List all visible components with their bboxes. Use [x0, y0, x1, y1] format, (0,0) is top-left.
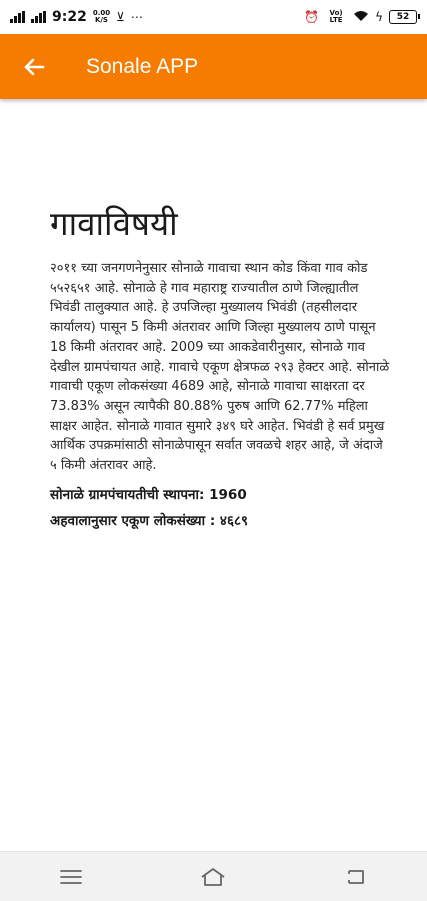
status-time: 9:22 [52, 9, 87, 25]
network-speed-unit: K/S [94, 16, 108, 24]
navigation-bar [0, 851, 427, 901]
page-title: गावाविषयी [50, 204, 178, 243]
more-notifications-icon: ⋯ [130, 10, 143, 24]
population-info: अहवालानुसार एकूण लोकसंख्या : ४६८९ [50, 512, 249, 529]
alarm-icon: ⏰ [304, 10, 320, 24]
home-nav-button[interactable] [183, 857, 243, 897]
village-description: २०११ च्या जनगणनेनुसार सोनाळे गावाचा स्थान कोड किंवा गाव कोड ५५२६५१ आहे. सोनाळे हे गाव महाराष्ट्र राज्यातील ठाणे जिल्ह्यातील भिवंडी तालुक्यात आहे. हे उपजिल्हा मुख्यालय भिवंडी (तहसीलदार कार्यालय) पासून 5 किमी अंतरावर आणि जिल्हा मुख्यालय ठाणे पासून 18 किमी अंतरावर आहे. 2009 च्या आकडेवारीनुसार, सोनाळे गाव देखील ग्रामपंचायत आहे. गावाचे एकूण क्षेत्रफळ २९३ हेक्टर आहे. सोनाळे गावाची एकूण लोकसंख्या 4689 आहे, सोनाळे गावाचा साक्षरता दर 73.83% असून त्यापैकी 80.88% पुरुष आणि 62.77% महिला साक्षर आहेत. सोनाळे गावात सुमारे ३४९ घरे आहेत. भिवंडी हे सर्व प्रमुख आर्थिक उपक्रमांसाठी सोनाळेपासून सर्वात जवळचे शहर आहे, जे अंदाजे ५ किमी अंतरावर आहे. [50, 261, 390, 474]
menu-nav-button[interactable] [41, 857, 101, 897]
status-bar [0, 0, 427, 34]
status-left [10, 9, 143, 25]
menu-icon [60, 869, 82, 885]
home-icon [200, 867, 226, 887]
status-right [304, 10, 417, 25]
battery-level: 52 [396, 12, 410, 22]
article-content [50, 200, 390, 530]
signal-icon [10, 11, 25, 23]
app-title: Sonale APP [86, 54, 199, 78]
network-speed-value: 0.00 [92, 9, 111, 17]
back-nav-button[interactable] [326, 857, 386, 897]
network-speed [93, 10, 110, 24]
app-bar [0, 34, 427, 99]
return-icon [345, 868, 367, 886]
pin-icon: ⊻ [116, 10, 125, 24]
volte-icon: Vo) LTE [329, 9, 343, 24]
back-arrow-icon [23, 58, 45, 76]
charging-icon: ϟ [375, 10, 383, 24]
battery-icon [389, 10, 417, 24]
establishment-info: सोनाळे ग्रामपंचायतीची स्थापना: 1960 [50, 486, 247, 503]
signal-icon-2 [31, 11, 46, 23]
wifi-icon [353, 10, 369, 25]
back-button[interactable] [14, 47, 54, 87]
